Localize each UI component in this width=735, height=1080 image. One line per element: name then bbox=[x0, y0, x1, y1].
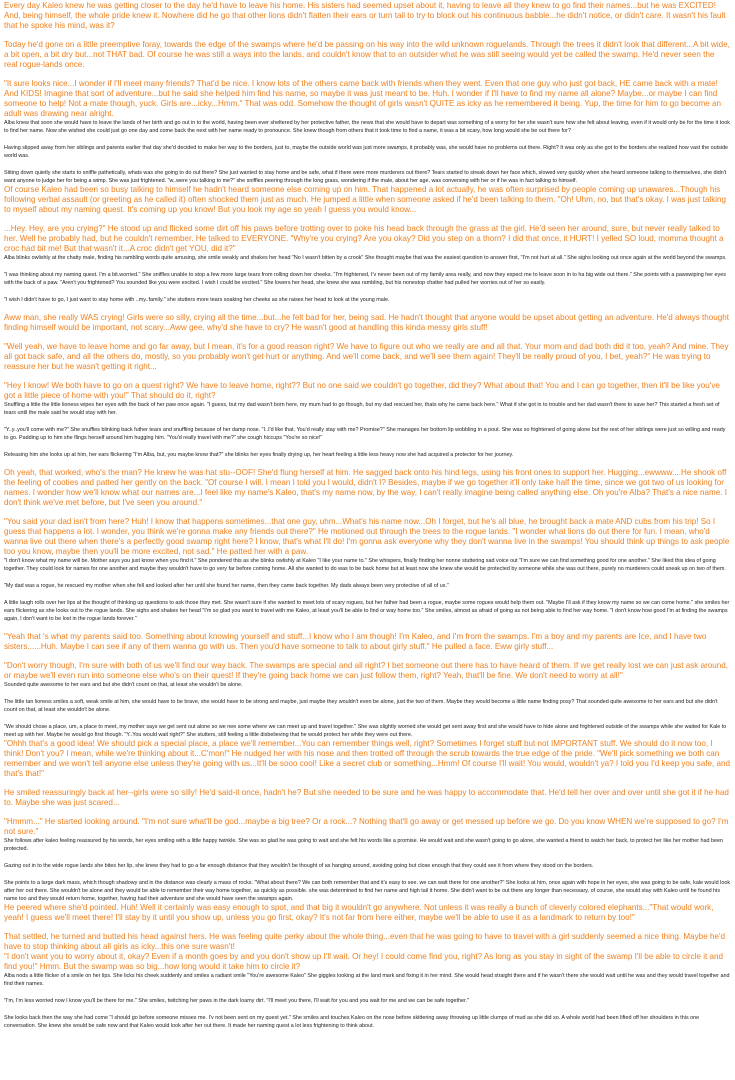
alba-paragraph: "I'm, I'm less worried now I know you'll be there for me." She smiles, twitching her paws in the dark loamy dirt. "I'll meet you there, I'll wait for you and you wait for me and we can be safe together." bbox=[4, 998, 469, 1004]
kaleo-paragraph: That settled, he turned and butted his head against hers. He was feeling quite perky about the whole thing...even that he was going to have to travel with a girl suddenly seemed a nice thing. Maybe he'd have to stop thinking about all girls as icky...this one sure wasn't! bbox=[4, 932, 725, 951]
alba-paragraph: Alba nods a little flicker of a smile on her lips. She licks his cheek suddenly and smiles a radiant smile "You're awesome Kaleo" She giggles looking at the land mark and fixing it in her mind. She would head straight there and if he wasn't there she would wait until he was and they would travel together and find their names. bbox=[4, 973, 730, 987]
alba-paragraph: Sounded quite awesome to her ears and but she didn't count on that, at least she wouldn't be alone. bbox=[4, 682, 243, 688]
kaleo-paragraph: "You said your dad isn't from here? Huh! I know that happens sometimes...that one guy, uhm...What's his name now...Oh I forget, but he's all blue, he brought back a mate AND cubs from his trip! So I guess that happens a lot. I wonder, you think we're gonna make any friends out there?" He motioned out through the trees to the rogue lands. "I wonder what lions do out there for fun. I mean, who'd wanna live out there when there's a perfectly good swamp right here? I know, that's what I'll do! I'm gonna ask everyone why they don't wanna live in the swamps! You should think up things to ask people too you know, maybe then you'll be more excited, not sad." He patted her with a paw. bbox=[4, 517, 730, 556]
story-text bbox=[4, 1, 730, 1039]
alba-paragraph: Gazing out in to the wide rogue lands she bites her lip, she knew they had to go a far enough distance that they wouldn't be thought of as hanging around, avoiding going but close enough that they could see it from where they stood on the borders. bbox=[4, 863, 594, 869]
kaleo-paragraph: "Yeah that 's what my parents said too. Something about knowing yourself and stuff...I know who I am though! I'm Kaleo, and I'm from the swamps. I'm a boy and my parents are Ice, and I have two sisters......Huh. Maybe I can see if any of them wanna go with us. Then you'd have someone to talk to about girly stuff." He pulled a face. Eww girly stuff... bbox=[4, 632, 707, 651]
kaleo-paragraph: Today he'd gone on a little preemptive foray, towards the edge of the swamps where he'd be passing on his way into the wild unknown roguelands. Through the trees it didn't look that different...A bit wide, a bit open, a bit dry but...not THAT bad. Of course he was still a ways into the lands, and couldn't know that to an outsider what he was still seeing would yet be called the swamp. He'd never seen the real rogue-lands once. bbox=[4, 40, 730, 69]
kaleo-paragraph: Aww man, she really WAS crying! Girls were so silly, crying all the time...but...he felt bad for her, being sad. He hadn't thought that anyone would be upset about getting an adventure. He'd always thought finding himself would be important, not scary...Aww gee, why'd she have to cry? He wasn't good at handling this kinda messy girls stuff! bbox=[4, 313, 730, 332]
alba-paragraph: She follows after kaleo feeling reassured by his words, her eyes smiling with a little happy twinkle. She was so glad he was going to wait and she felt his words like a promise. He would wait and she wasn't going to go alone, she wanted a friend to watch her back, to protect her like her mother had been protected. bbox=[4, 838, 723, 852]
alba-paragraph: A little laugh rolls over her lips at the thought of thinking up questions to ask those they met. She wasn't sure if she wanted to meet lots of scary rogues, but her father had been a rogue, maybe some rogues would help them out. "Maybe I'll ask if they know my name so we can come home." she smiles her ears flickering as she looks out to the rogue lands. She sighs and shakes her head "I'm so glad you want to travel with me Kaleo, at least you'll be able to find or way home too." She smiles, almost as afraid of going as not being able to find her way home. "I don't know how good I'm at finding the swamps again, I don't want to be lost in the rogue lands forever." bbox=[4, 600, 730, 622]
kaleo-paragraph: "I don't want you to worry about it, okay? Even if a month goes by and you don't show up I'll wait. Or hey! I could come find you, right? As long as you stay in sight of the swamp I'll be able to circle it and find you!" Hmm. But the swamp was so big...how long would it take him to circle it? bbox=[4, 952, 723, 971]
alba-paragraph: She points to a large dark mass, which though shadowy and in the distance was clearly a mass of rocks. "What about there? We can both remember that and it's easy to see. we can wait there for one another?" She looks at him, once again with hope in her eyes, she was going to be safe, kale would look after her out there. She wouldn't be alone and they would be able to remember their way home together, as quickly as possible. she was determined to find her name and high tail it home. She didn't want to be out there any longer than necessary, of course, she would stay with Kaleo until he found his name too and they would return home, together, having had their adventure and she would have seen the swamps again. bbox=[4, 880, 731, 902]
kaleo-paragraph: "Don't worry though, I'm sure with both of us we'll find our way back. The swamps are special and all right? I bet someone out there has to have heard of them. If we get really lost we can just ask around, or maybe we'll even run into someone else who's on their quest! If they're going back home we can just follow them, right? Yeah, that'll be fine. We don't need to worry at all!" bbox=[4, 661, 729, 680]
alba-paragraph: "Y..y..you'll come with me?" She snuffles blinking back futher tears and snuffling because of her damp nose. "I..I'd like that. You'd really stay with me? Promise?" She manages her bottom lip wobbling in a pout. She was so frightened of going alone but the rest of her siblings were just so willing and ready to go. Padding up to him she flings herself around him hugging him. "You'd really travel with me?" she cough hiccups "You're so nice!" bbox=[4, 427, 726, 441]
alba-paragraph: Releasing him she looks up at him, her ears flickering "I'm Alba, but, you maybe know that?" she blinks her eyes finally drying up, her heart feeling a little less heavy now she had acquired a protector for her journey. bbox=[4, 452, 514, 458]
alba-paragraph: Sitting down quietly she starts to sniffle pathetically, whats was she going to do out there? She just wanted to stay home and be safe, what if there were more murderers out there? Tears started to streak down her face which, slowed very quickly when she heard someone talking to themselves, she didn't want anyone to judge her for being a wimp. She was just frightened. "w..were you talking to me?" she sniffles peering through the long grass, wondering if the male, about her age, was conversing with her or if he was in fact talking to himself. bbox=[4, 170, 727, 184]
kaleo-paragraph: Oh yeah, that worked, who's the man? He knew he was hat stu--OOF! She'd flung herself at him. He sagged back onto his hind legs, using his front ones to support her. Hugging...ewwww....He shook off the feeling of cooties and patted her gently on the back. "Of course I will. I mean I told you I would, didn't I? Besides, maybe if we go together it'll only take half the time, since we got two of us looking for names. I wonder how we'll know what our names are...I feel like my name's Kaleo, that's my name now, by the way, I can't really imagine being called anything else. Oh you're Alba? That's a nice name. I don't think we've met before, but I've seen you around." bbox=[4, 468, 727, 507]
kaleo-paragraph: "It sure looks nice...I wonder if I'll meet many friends? That'd be nice. I know lots of the others came back with friends when they went. Even that one guy who just got back, HE came back with a mate! And KIDS! Imagine that sort of adventure...but he said she helped him find his name, so maybe it was just meant to be. Huh. I wonder if I'll have to find my name all alone? Maybe...or maybe I can find someone to help! Not a mate though, yuck. Girls are...icky...Hmm." That was odd. Somehow the thought of girls wasn't QUITE as icky as he remembered it being. Yup, the time for him to go become an adult was drawing near alright. bbox=[4, 79, 722, 118]
kaleo-paragraph: "Ohhh that's a good idea! We should pick a special place, a place we'll remember...You can remember things well, right? Sometimes I forget stuff but not IMPORTANT stuff. We should do it now too, I think! Don't you? I mean, while we're thinking about it...C'mon!" He nudged her with his nose and then trotted off through the scrub towards the true edge of the pride. "We'll pick something we both can remember and we won't tell anyone else unless they're going with us...It'll be sooo cool! Like a secret club or something...Hmm! Of course I'll wait! You would, wouldn't ya? I told you I'd keep you safe, and that's that!" bbox=[4, 739, 730, 778]
kaleo-paragraph: He peered where she'd pointed. Huh! Well it certainly was easy enough to spot, and that big it wouldn't go anywhere. Not unless it was really a bunch of cleverly colored elephants..."That would work, yeah! I guess we'll meet there! I'll stay by it until you show up, unless you go first, okay? It's not far from here either, maybe we'll be able to use it as a landmark to return by too!" bbox=[4, 903, 714, 922]
alba-paragraph: "I was thinking about my naming quest. I'm a bit.worried." She sniffles unable to stop a few more large tears from rolling down her cheeks. "I'm frightened, I'v never been out of my family area really, and now they expect me to leave soon in to ha big wide out there." She points with a pawswiping her eyes with the back of a paw. "Aren't you frightened? You sounded like you were excited. I wish I could be excited." She lowers her head, she knew she was rambling, but his nonestop chatter had pulled her worries out of her so easily. bbox=[4, 272, 726, 286]
alba-paragraph: She looks back then the way she had come "I should go before someone misses me. I'v not been sent on my quest yet." She smiles and touches Kaleo on the nose before skittering away throwing up little clumps of mud as she did so. A whole world had been lifted off her shoulders in this one conversation. She knew she would be safe now and that Kaleo would look after her out there. It made her naming quest a lot less frightening to think about. bbox=[4, 1015, 700, 1029]
kaleo-paragraph: Every day Kaleo knew he was getting closer to the day he'd have to leave his home. His sisters had seemed upset about it, having to leave all they knew to go find their names...but he was EXCITED! And, being himself, the whole pride knew it. Nowhere did he go that other lions didn't flatten their ears or turn tail to try to block out his continuous babble...he didn't notice, or didn't care. It wasn't his fault that he spoke his mind, was it? bbox=[4, 1, 726, 30]
alba-paragraph: The little tan lioness smiles a soft, weak smile at him, she would have to be brave, she would have to be strong and maybe, just maybe they wouldn't even be alone, just the two of them. Maybe they would become a little name finding posy? That sounded quite awesome to her ears and but she didn't count on that, at least she wouldn't be alone. bbox=[4, 699, 718, 713]
alba-paragraph: "I wish I didn't have to go, I just want to stay home with ..my..family." she stutters more tears soaking her cheeks as she raises her head to look at the young male. bbox=[4, 297, 390, 303]
alba-paragraph: Snuffling a little the little lioness wipes her eyes with the back of her paw once again. "I guess, but my dad wasn't born here, my mum had to go though, but my dad rescued her, thats why he came back here." What if she got in to trouble and her dad wasn't there to save her? This started a fresh set of tears until the male said he would stay with her. bbox=[4, 402, 720, 416]
kaleo-paragraph: Of course Kaleo had been so busy talking to himself he hadn't heard someone else coming up on him. That happened a lot actually, he was often surprised by people coming up unawares...Though his following verbal assault (or greeting as he called it) often shocked them just as much. He jumped a little when someone asked if he'd been talking to them. "Oh! Uhm, no, but that's okay. I was just talking to myself about my naming quest. It's coming up you know! But you look my age so yeah I guess you would know... bbox=[4, 185, 727, 214]
alba-paragraph: "My dad was a rogue, he rescued my mother when she fell and looked after her until she found her name, then they came back together. My dads always been very protective of all of us." bbox=[4, 583, 449, 589]
kaleo-paragraph: "Hmmm..." He started looking around. "I'm not sure what'll be god...maybe a big tree? Or a rock...? Nothing that'll go away or get messed up before we go. Do you know WHEN we're supposed to go? I'm not sure." bbox=[4, 817, 729, 836]
kaleo-paragraph: He smiled reassuringly back at her--girls were so silly! He'd said-it once, hadn't he? But she needed to be sure and he was happy to accommodate that. He'd tell her over and over until she got it if he had to. Maybe she was just scared... bbox=[4, 788, 729, 807]
alba-paragraph: Alba knew that soon she would have to leave the lands of her birth and go out in to the world, having been ever sheltered by her protective father, the news that she would have to depart was something of a worry for her she wasn't sure how she felt about leaving, even if it would only be for the time it took to find her name. Now she wished she could just go one day and come back the next with her name ready to pronounce. She knew though from others that it took time to find a name, it was a bit scary, how long would she be out there for? bbox=[4, 120, 730, 134]
kaleo-paragraph: "Well yeah, we have to leave home and go far away, but I mean, it's for a good reason right? We have to figure out who we really are and all that. Your mom and dad both did it too, yeah? And mine. They all got back safe, and all the others do, mostly, so you probably won't get hurt or anything. And we'll come back, and we'll see them again! They'll be really proud of you, I bet, yeah?" He was trying to reassure her but he wasn't getting it right... bbox=[4, 342, 729, 371]
kaleo-paragraph: "Hey I know! We both have to go on a quest right? We have to leave home, right?? But no one said we couldn't go together, did they? What about that! You and I can go together, then it'll be like you've got a little piece of home with you!" That should do it, right? bbox=[4, 381, 720, 400]
kaleo-paragraph: ...Hey. Hey, are you crying?" He stood up and flicked some dirt off his paws before trotting over to poke his head back through the grass at the girl. He'd seen her around, sure, but never really talked to her. Well he probably had, but he couldn't remember. He talked to EVERYONE. "Why're you crying? Are you okay? Did you step on a thorn? I did that once, it HURT! I yelled SO loud, momma thought a croc had bit me! But that wasn't it...A croc didn't get YOU, did it?" bbox=[4, 224, 724, 253]
alba-paragraph: "I don't know what my name will be. Mother says you just know when you find it." She pondered this as she blinks owlishly at Kaleo "I like your name to." She whispers, finally finding her nonne stuttering sad voice out "I'm sure we can find something good for one another." She liked this idea of going together. They could look for names for one another and maybe they wouldn't have to go very far before coming home. All she wanted to do was to be back home but at least now she knew she would be protected by someone while she was out there, purely no murderers could sneak up on two of them. bbox=[4, 558, 726, 572]
alba-paragraph: Having slipped away from her siblings and parents earlier that day she'd decided to make her way to the borders, just to, maybe the outside world was just more swamps, it probably was, she would have no problems out there. Right? It was only as she got to the borders she realized how vast the outside world was. bbox=[4, 145, 729, 159]
alba-paragraph: Alba blinks owlishly at the chatty male, finding his rambling words quite amusing, she smile weakly and shakes her head "No I wasn't bitten by a crook" She thought maybe that was the easiest question to answer first, "I'm not hurt at all." She sighs looking out once again at the world beyond the swamps. bbox=[4, 255, 727, 261]
alba-paragraph: "We should chose a place, um, a place to meet, my mother says we get sent out alone so we nee some where we can meet up and travel together." She was slightly worried she would get sent away first and she would have to hide alone and frightened outside of the swamps while she waited for Kale to meet up with her. Maybe he would go first though. "Y..You would wait right?" She stutters, still feeling a little disbelieving that he would protect her while they were out there. bbox=[4, 724, 727, 738]
